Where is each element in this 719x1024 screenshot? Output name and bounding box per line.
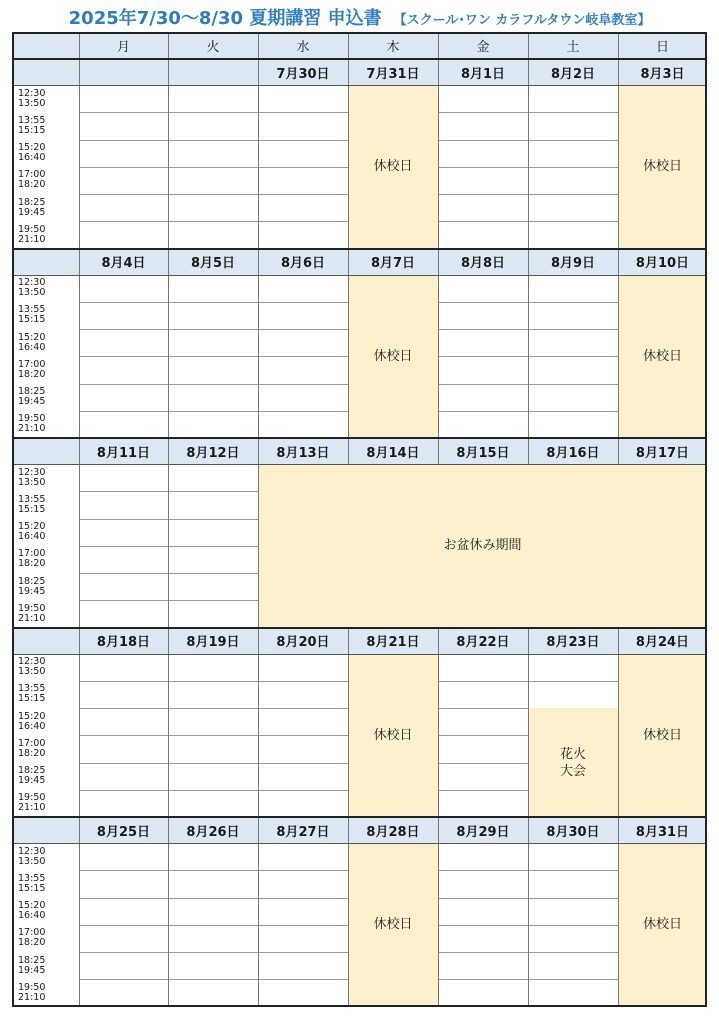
- time-slot-end: 15:15: [18, 693, 46, 705]
- time-slot-start: 12:30: [18, 87, 46, 99]
- date-cell: 8月6日: [258, 249, 348, 275]
- date-cell: 8月10日: [618, 249, 707, 275]
- time-slot-start: 17:00: [18, 548, 46, 560]
- date-cell: 8月22日: [438, 628, 528, 654]
- weekday-header-cell: 金: [438, 32, 528, 59]
- time-slot-end: 19:45: [18, 775, 46, 787]
- time-slot-end: 21:10: [18, 612, 46, 624]
- time-slot-start: 12:30: [18, 845, 46, 857]
- time-slot-end: 15:15: [18, 882, 46, 894]
- time-slot-end: 16:40: [18, 531, 46, 543]
- closed-day-block: 休校日: [618, 85, 707, 249]
- closed-day-block: 休校日: [348, 843, 438, 1007]
- time-slot-end: 16:40: [18, 341, 46, 353]
- time-slot-start: 15:20: [18, 900, 46, 912]
- time-slot-start: 18:25: [18, 575, 46, 587]
- date-cell: 8月15日: [438, 438, 528, 464]
- time-slot-end: 18:20: [18, 937, 46, 949]
- date-cell: 8月8日: [438, 249, 528, 275]
- time-slot-end: 16:40: [18, 910, 46, 922]
- calendar-frame: [12, 32, 707, 1007]
- time-slot-end: 21:10: [18, 423, 46, 435]
- time-slot-start: 15:20: [18, 331, 46, 343]
- time-slot-end: 13:50: [18, 97, 46, 109]
- time-slot-end: 21:10: [18, 991, 46, 1003]
- weekday-header-cell: 水: [258, 32, 348, 59]
- time-slot-end: 19:45: [18, 964, 46, 976]
- date-cell: 8月29日: [438, 817, 528, 843]
- closed-day-block: 休校日: [348, 275, 438, 439]
- time-slot-end: 13:50: [18, 476, 46, 488]
- time-slot-end: 13:50: [18, 855, 46, 867]
- time-slot-start: 17:00: [18, 358, 46, 370]
- date-cell: 8月19日: [168, 628, 258, 654]
- time-slot-end: 16:40: [18, 152, 46, 164]
- date-cell: 8月30日: [528, 817, 618, 843]
- time-slot-start: 18:25: [18, 765, 46, 777]
- time-slot-start: 13:55: [18, 114, 46, 126]
- weekday-header-cell: 月: [79, 32, 168, 59]
- time-slot-end: 18:20: [18, 747, 46, 759]
- weekday-header-cell: 火: [168, 32, 258, 59]
- time-slot-end: 19:45: [18, 206, 46, 218]
- time-slot-end: 21:10: [18, 802, 46, 814]
- date-cell: 8月25日: [79, 817, 168, 843]
- time-slot-start: 15:20: [18, 710, 46, 722]
- time-slot-end: 19:45: [18, 396, 46, 408]
- date-cell: 8月5日: [168, 249, 258, 275]
- weekday-header-cell: 日: [618, 32, 707, 59]
- date-cell: 8月3日: [618, 59, 707, 85]
- date-cell: 8月18日: [79, 628, 168, 654]
- date-cell: 8月2日: [528, 59, 618, 85]
- date-cell: 8月12日: [168, 438, 258, 464]
- time-slot-start: 12:30: [18, 277, 46, 289]
- closed-day-block: 休校日: [348, 654, 438, 818]
- time-slot-end: 15:15: [18, 314, 46, 326]
- time-slot-start: 17:00: [18, 169, 46, 181]
- time-slot-end: 15:15: [18, 124, 46, 136]
- time-slot-end: 13:50: [18, 287, 46, 299]
- closed-day-block: 花火 大会: [528, 708, 618, 817]
- time-slot-start: 13:55: [18, 872, 46, 884]
- time-slot-start: 13:55: [18, 304, 46, 316]
- time-slot-start: 19:50: [18, 602, 46, 614]
- time-slot-end: 18:20: [18, 368, 46, 380]
- date-cell: 8月14日: [348, 438, 438, 464]
- school-name: 【スクール･ワン カラフルタウン岐阜教室】: [393, 13, 651, 28]
- time-slot-start: 12:30: [18, 466, 46, 478]
- closed-day-block: 休校日: [348, 85, 438, 249]
- closed-day-block: お盆休み期間: [258, 464, 707, 628]
- time-slot-end: 18:20: [18, 179, 46, 191]
- time-slot-start: 19:50: [18, 413, 46, 425]
- closed-day-block: 休校日: [618, 654, 707, 818]
- date-cell: 7月30日: [258, 59, 348, 85]
- date-cell: 7月31日: [348, 59, 438, 85]
- time-slot-start: 19:50: [18, 792, 46, 804]
- weekday-header-cell: 木: [348, 32, 438, 59]
- page-title: 2025年7/30～8/30 夏期講習 申込書: [68, 8, 382, 29]
- date-cell: 8月28日: [348, 817, 438, 843]
- date-cell: 8月24日: [618, 628, 707, 654]
- date-cell: 8月20日: [258, 628, 348, 654]
- time-slot-start: 17:00: [18, 737, 46, 749]
- time-slot-end: 21:10: [18, 233, 46, 245]
- date-cell: 8月11日: [79, 438, 168, 464]
- date-cell: 8月27日: [258, 817, 348, 843]
- time-slot-start: 17:00: [18, 927, 46, 939]
- date-cell: 8月13日: [258, 438, 348, 464]
- time-slot-start: 13:55: [18, 683, 46, 695]
- time-slot-end: 16:40: [18, 720, 46, 732]
- date-cell: 8月16日: [528, 438, 618, 464]
- weekday-header-cell: 土: [528, 32, 618, 59]
- time-slot-start: 18:25: [18, 196, 46, 208]
- time-slot-end: 13:50: [18, 666, 46, 678]
- time-slot-start: 19:50: [18, 223, 46, 235]
- time-slot-start: 18:25: [18, 954, 46, 966]
- closed-day-block: 休校日: [618, 275, 707, 439]
- date-cell: 8月17日: [618, 438, 707, 464]
- date-cell: 8月7日: [348, 249, 438, 275]
- time-slot-end: 18:20: [18, 558, 46, 570]
- time-slot-start: 13:55: [18, 493, 46, 505]
- date-cell: 8月26日: [168, 817, 258, 843]
- time-slot-end: 15:15: [18, 503, 46, 515]
- time-slot-start: 15:20: [18, 521, 46, 533]
- time-slot-end: 19:45: [18, 585, 46, 597]
- time-slot-start: 12:30: [18, 656, 46, 668]
- time-slot-start: 15:20: [18, 142, 46, 154]
- date-cell: 8月4日: [79, 249, 168, 275]
- date-cell: 8月1日: [438, 59, 528, 85]
- date-cell: 8月9日: [528, 249, 618, 275]
- closed-day-block: 休校日: [618, 843, 707, 1007]
- time-slot-start: 19:50: [18, 981, 46, 993]
- time-slot-start: 18:25: [18, 386, 46, 398]
- date-cell: 8月31日: [618, 817, 707, 843]
- date-cell: 8月21日: [348, 628, 438, 654]
- date-cell: 8月23日: [528, 628, 618, 654]
